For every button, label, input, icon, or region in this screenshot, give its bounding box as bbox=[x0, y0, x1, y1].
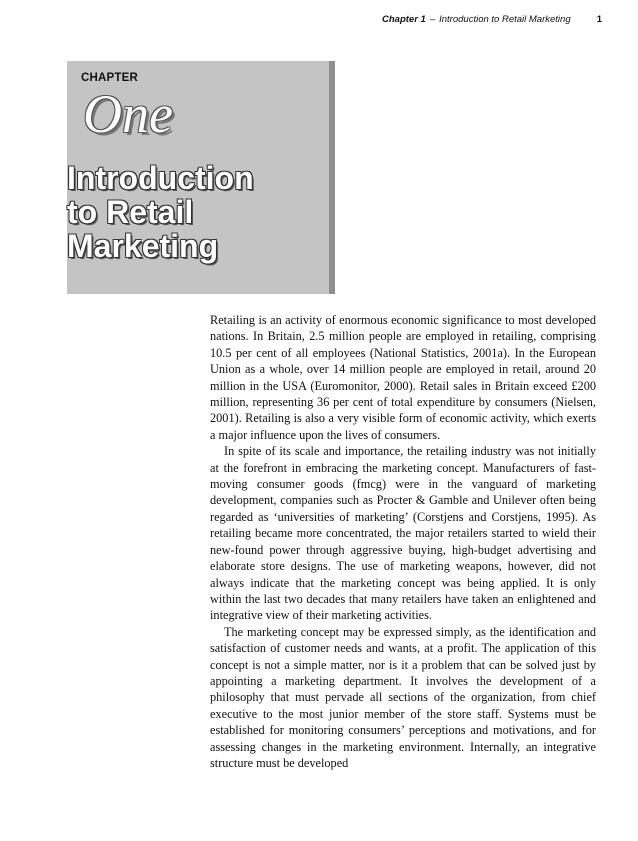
running-head-chapter: Chapter 1 bbox=[382, 14, 426, 25]
chapter-title-line: Marketing bbox=[67, 228, 219, 264]
chapter-box-shadow bbox=[329, 61, 335, 294]
chapter-label: CHAPTER bbox=[81, 72, 138, 84]
running-head bbox=[382, 14, 602, 25]
page-number: 1 bbox=[596, 14, 602, 25]
chapter-title bbox=[67, 161, 322, 263]
running-head-title: Introduction to Retail Marketing bbox=[439, 14, 571, 25]
running-head-separator: – bbox=[429, 14, 436, 25]
chapter-number: One bbox=[83, 84, 173, 144]
chapter-title-line: Introduction bbox=[67, 160, 254, 196]
paragraph: In spite of its scale and importance, the retailing industry was not initially at the forefront in embracing the marketing concept. Manufacturers of fast-moving consumer goods (fmcg) were in the vanguard of marketing development, companies such as Procter & Gamble and Unilever often being regarded as ‘universities of marketing’ (Corstjens and Corstjens, 1995). As retailing became more concentrated, the major retailers started to wield their new-found power through aggressive buying, high-budget advertising and elaborate store designs. The use of marketing weapons, however, did not always indicate that the marketing concept was being applied. It is only within the last two decades that many retailers have taken an enlightened and integrative view of their marketing activities. bbox=[210, 444, 596, 623]
paragraph: The marketing concept may be expressed simply, as the identification and satisfaction of customer needs and wants, at a profit. The application of this concept is not a simple matter, nor is it a problem that can be solved just by appointing a marketing department. It involves the development of a philosophy that must pervade all sections of the organization, from chief executive to the most junior member of the store staff. Systems must be established for monitoring consumers’ perceptions and motivations, and for assessing changes in the marketing environment. Internally, an integrative structure must be developed bbox=[210, 624, 596, 770]
chapter-header-box bbox=[67, 61, 335, 294]
paragraph: Retailing is an activity of enormous economic significance to most developed nations. In Britain, 2.5 million people are employed in retailing, comprising 10.5 per cent of all employees (National Statistics, 2001a). In the European Union as a whole, over 14 million people are employed in retail, around 20 million in the USA (Euromonitor, 2000). Retail sales in Britain exceed £200 million, representing 36 per cent of total expenditure by consumers (Nielsen, 2001). Retailing is also a very visible form of economic activity, which exerts a major influence upon the lives of consumers. bbox=[210, 313, 596, 442]
body-text bbox=[210, 312, 596, 771]
chapter-title-line: to Retail bbox=[67, 194, 194, 230]
